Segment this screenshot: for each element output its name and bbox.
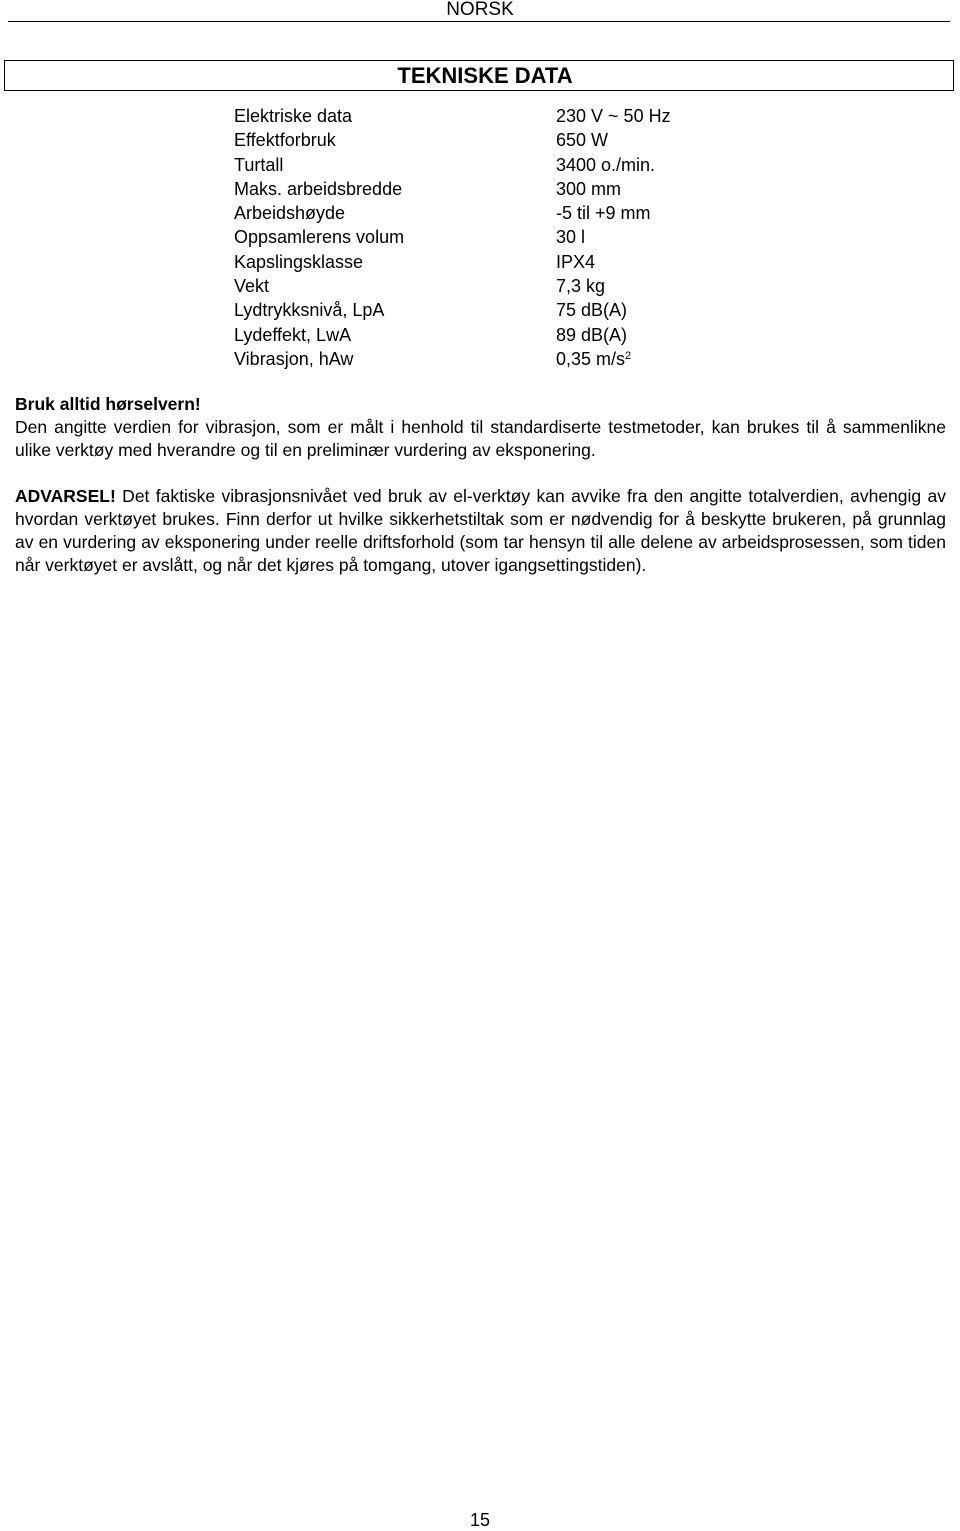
hearing-protection-note: Bruk alltid hørselvern!: [15, 394, 201, 414]
spec-table: [234, 104, 754, 371]
page-number: 15: [469, 1510, 491, 1530]
spec-row: [234, 225, 754, 249]
spec-value: IPX4: [556, 251, 596, 272]
spec-row: [234, 298, 754, 322]
spec-value: 650 W: [556, 130, 609, 151]
spec-row: [234, 201, 754, 225]
spec-label: Elektriske data: [234, 106, 353, 126]
spec-label: Turtall: [234, 154, 284, 175]
spec-value: 230 V ~ 50 Hz: [556, 106, 671, 126]
spec-label: Effektforbruk: [234, 130, 336, 151]
spec-label: Vibrasjon, hAw: [234, 348, 354, 369]
spec-value: 30 l: [556, 227, 586, 248]
spec-value-text: 0,35 m/s: [556, 348, 626, 369]
spec-value: 7,3 kg: [556, 276, 606, 297]
spec-row: [234, 274, 754, 298]
spec-row: [234, 323, 754, 347]
spec-row: [234, 177, 754, 201]
header-language: NORSK: [446, 0, 514, 20]
spec-value: 89 dB(A): [556, 324, 628, 345]
spec-row: [234, 153, 754, 177]
warning-label: ADVARSEL!: [15, 486, 116, 506]
section-title: TEKNISKE DATA: [397, 63, 573, 88]
spec-label: Maks. arbeidsbredde: [234, 178, 403, 199]
spec-label: Vekt: [234, 276, 270, 297]
spec-label: Kapslingsklasse: [234, 251, 364, 272]
vibration-paragraph: Den angitte verdien for vibrasjon, som er målt i henhold til standardiserte testmetoder, kan brukes til å sammenlikne ulike verktøy med hverandre og til en preliminær vurdering av eksponering.: [15, 417, 946, 460]
section-title-box: [4, 60, 954, 91]
spec-row: [234, 250, 754, 274]
spec-label: Oppsamlerens volum: [234, 227, 405, 248]
spec-row: [234, 347, 754, 371]
spec-value: -5 til +9 mm: [556, 203, 651, 224]
spec-label: Lydtrykksnivå, LpA: [234, 300, 385, 321]
spec-value: 75 dB(A): [556, 300, 628, 321]
spec-row: [234, 128, 754, 152]
warning-paragraph: [15, 485, 946, 577]
warning-text: Det faktiske vibrasjonsnivået ved bruk av el-verktøy kan avvike fra den angitte totalverdien, avhengig av hvordan verktøyet brukes. Finn derfor ut hvilke sikkerhetstiltak som er nødvendig for å beskytte brukeren, på grunnlag av en vurdering av eksponering under reelle driftsforhold (som tar hensyn til alle delene av arbeidsprosessen, som tiden når verktøyet er avslått, og når det kjøres på tomgang, utover igangsettingstiden).: [15, 486, 946, 575]
spec-value: 300 mm: [556, 178, 622, 199]
spec-value: 3400 o./min.: [556, 154, 656, 175]
header-divider: [8, 21, 950, 22]
spec-label: Arbeidshøyde: [234, 203, 346, 224]
spec-row: [234, 104, 754, 128]
spec-label: Lydeffekt, LwA: [234, 324, 352, 345]
spec-value: [556, 347, 754, 371]
spec-value-superscript: 2: [625, 349, 632, 362]
